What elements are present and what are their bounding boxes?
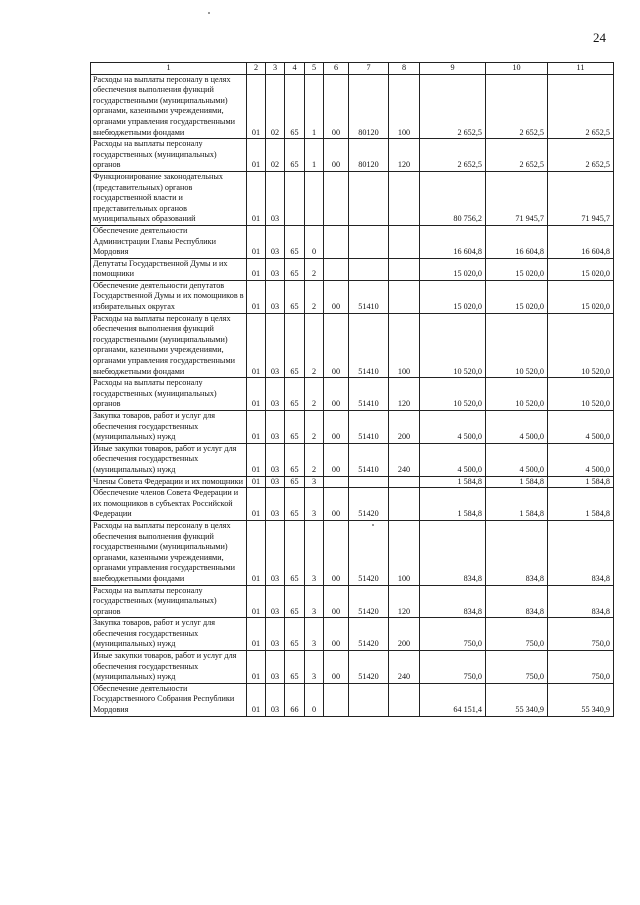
cell-expense-type: 120 — [389, 139, 420, 172]
cell-subsection: 03 — [266, 651, 285, 684]
cell-amount-3: 2 652,5 — [548, 74, 614, 139]
cell-subprogram: 3 — [305, 651, 324, 684]
cell-subprogram: 3 — [305, 618, 324, 651]
cell-main-activity: 00 — [324, 313, 349, 378]
cell-expense-type: 240 — [389, 443, 420, 476]
table-row — [91, 171, 614, 225]
cell-name: Закупка товаров, работ и услуг для обеспечения государственных (муниципальных) нужд — [91, 411, 247, 444]
cell-main-activity: 00 — [324, 74, 349, 139]
cell-amount-2: 4 500,0 — [486, 443, 548, 476]
cell-expense-type — [389, 280, 420, 313]
cell-subsection: 03 — [266, 488, 285, 521]
cell-amount-2: 1 584,8 — [486, 476, 548, 488]
scan-speck — [208, 12, 210, 14]
cell-direction: 51420 — [349, 585, 389, 618]
cell-direction — [349, 171, 389, 225]
cell-subprogram: 2 — [305, 258, 324, 280]
cell-amount-3: 4 500,0 — [548, 411, 614, 444]
header-col-6: 6 — [324, 63, 349, 75]
cell-section: 01 — [247, 585, 266, 618]
cell-amount-1: 4 500,0 — [420, 443, 486, 476]
table-row — [91, 476, 614, 488]
cell-direction — [349, 476, 389, 488]
cell-subprogram: 2 — [305, 378, 324, 411]
cell-amount-3: 16 604,8 — [548, 225, 614, 258]
cell-section: 01 — [247, 411, 266, 444]
table-row — [91, 520, 614, 585]
cell-main-activity: 00 — [324, 443, 349, 476]
cell-expense-type: 200 — [389, 411, 420, 444]
cell-subprogram: 3 — [305, 476, 324, 488]
cell-direction: 51410 — [349, 411, 389, 444]
table-body — [91, 74, 614, 716]
cell-subsection: 03 — [266, 171, 285, 225]
table-row — [91, 139, 614, 172]
cell-main-activity: 00 — [324, 585, 349, 618]
cell-amount-1: 10 520,0 — [420, 313, 486, 378]
cell-main-activity — [324, 225, 349, 258]
cell-amount-2: 16 604,8 — [486, 225, 548, 258]
cell-subprogram: 3 — [305, 520, 324, 585]
cell-expense-type: 100 — [389, 74, 420, 139]
cell-main-activity: 00 — [324, 280, 349, 313]
cell-main-activity: 00 — [324, 378, 349, 411]
header-col-1: 1 — [91, 63, 247, 75]
cell-direction: 51420 — [349, 520, 389, 585]
cell-name: Иные закупки товаров, работ и услуг для обеспечения государственных (муниципальных) нужд — [91, 651, 247, 684]
cell-amount-3: 15 020,0 — [548, 258, 614, 280]
header-col-3: 3 — [266, 63, 285, 75]
cell-subprogram — [305, 171, 324, 225]
cell-program: 65 — [285, 476, 305, 488]
cell-expense-type — [389, 683, 420, 716]
cell-section: 01 — [247, 443, 266, 476]
cell-subsection: 03 — [266, 378, 285, 411]
header-col-10: 10 — [486, 63, 548, 75]
table-row — [91, 280, 614, 313]
cell-program: 65 — [285, 520, 305, 585]
cell-expense-type — [389, 171, 420, 225]
cell-section: 01 — [247, 476, 266, 488]
header-col-7: 7 — [349, 63, 389, 75]
cell-subprogram: 0 — [305, 683, 324, 716]
cell-subprogram: 2 — [305, 280, 324, 313]
table-row — [91, 683, 614, 716]
cell-section: 01 — [247, 683, 266, 716]
cell-subsection: 03 — [266, 618, 285, 651]
cell-expense-type: 240 — [389, 651, 420, 684]
cell-amount-1: 2 652,5 — [420, 74, 486, 139]
cell-program: 65 — [285, 139, 305, 172]
cell-program: 66 — [285, 683, 305, 716]
header-col-9: 9 — [420, 63, 486, 75]
cell-main-activity — [324, 683, 349, 716]
cell-amount-1: 80 756,2 — [420, 171, 486, 225]
cell-amount-3: 71 945,7 — [548, 171, 614, 225]
cell-section: 01 — [247, 225, 266, 258]
cell-amount-3: 1 584,8 — [548, 476, 614, 488]
cell-amount-2: 10 520,0 — [486, 313, 548, 378]
cell-program: 65 — [285, 443, 305, 476]
cell-amount-3: 55 340,9 — [548, 683, 614, 716]
cell-expense-type — [389, 258, 420, 280]
page-number: 24 — [593, 30, 606, 45]
cell-section: 01 — [247, 139, 266, 172]
cell-direction: 80120 — [349, 139, 389, 172]
cell-program: 65 — [285, 313, 305, 378]
cell-main-activity: 00 — [324, 411, 349, 444]
cell-expense-type — [389, 476, 420, 488]
cell-name: Расходы на выплаты персоналу государственных (муниципальных) органов — [91, 585, 247, 618]
cell-amount-2: 1 584,8 — [486, 488, 548, 521]
cell-subsection: 03 — [266, 443, 285, 476]
cell-program: 65 — [285, 225, 305, 258]
cell-program: 65 — [285, 618, 305, 651]
cell-section: 01 — [247, 378, 266, 411]
cell-name: Члены Совета Федерации и их помощники — [91, 476, 247, 488]
cell-subsection: 02 — [266, 139, 285, 172]
cell-subprogram: 0 — [305, 225, 324, 258]
cell-direction: 80120 — [349, 74, 389, 139]
cell-program: 65 — [285, 258, 305, 280]
cell-amount-3: 2 652,5 — [548, 139, 614, 172]
cell-amount-1: 15 020,0 — [420, 280, 486, 313]
cell-section: 01 — [247, 280, 266, 313]
cell-main-activity: 00 — [324, 651, 349, 684]
cell-expense-type: 120 — [389, 378, 420, 411]
cell-amount-2: 10 520,0 — [486, 378, 548, 411]
header-col-4: 4 — [285, 63, 305, 75]
cell-name: Обеспечение деятельности Администрации Главы Республики Мордовия — [91, 225, 247, 258]
cell-amount-1: 1 584,8 — [420, 476, 486, 488]
cell-direction: 51410 — [349, 313, 389, 378]
cell-subsection: 03 — [266, 313, 285, 378]
table-row — [91, 651, 614, 684]
cell-amount-1: 750,0 — [420, 651, 486, 684]
table-row — [91, 258, 614, 280]
cell-section: 01 — [247, 258, 266, 280]
cell-direction: 51420 — [349, 651, 389, 684]
cell-program: 65 — [285, 378, 305, 411]
cell-name: Депутаты Государственной Думы и их помощники — [91, 258, 247, 280]
cell-subsection: 03 — [266, 520, 285, 585]
cell-amount-1: 750,0 — [420, 618, 486, 651]
header-col-5: 5 — [305, 63, 324, 75]
cell-amount-3: 15 020,0 — [548, 280, 614, 313]
cell-expense-type: 100 — [389, 313, 420, 378]
table-row — [91, 443, 614, 476]
cell-direction: 51410 — [349, 378, 389, 411]
cell-direction — [349, 683, 389, 716]
cell-subsection: 03 — [266, 476, 285, 488]
cell-amount-2: 750,0 — [486, 651, 548, 684]
cell-name: Расходы на выплаты персоналу в целях обеспечения выполнения функций государственными (муниципальными) органами, казенными учреждениями, органами управления государственными внебюджетными фондами — [91, 520, 247, 585]
cell-amount-2: 55 340,9 — [486, 683, 548, 716]
cell-section: 01 — [247, 618, 266, 651]
cell-program: 65 — [285, 488, 305, 521]
cell-expense-type: 120 — [389, 585, 420, 618]
table-row — [91, 618, 614, 651]
cell-amount-2: 71 945,7 — [486, 171, 548, 225]
cell-name: Обеспечение деятельности Государственного Собрания Республики Мордовия — [91, 683, 247, 716]
cell-expense-type: 200 — [389, 618, 420, 651]
cell-expense-type — [389, 225, 420, 258]
cell-program: 65 — [285, 651, 305, 684]
cell-direction: 51410 — [349, 280, 389, 313]
cell-program: 65 — [285, 411, 305, 444]
cell-subsection: 02 — [266, 74, 285, 139]
cell-subsection: 03 — [266, 280, 285, 313]
cell-name: Расходы на выплаты персоналу государственных (муниципальных) органов — [91, 378, 247, 411]
cell-main-activity: 00 — [324, 488, 349, 521]
cell-subprogram: 1 — [305, 74, 324, 139]
table-row — [91, 378, 614, 411]
table-header-row — [91, 63, 614, 75]
cell-name: Расходы на выплаты персоналу в целях обеспечения выполнения функций государственными (муниципальными) органами, казенными учреждениями, органами управления государственными внебюджетными фондами — [91, 74, 247, 139]
cell-amount-1: 2 652,5 — [420, 139, 486, 172]
cell-direction — [349, 258, 389, 280]
cell-amount-1: 834,8 — [420, 520, 486, 585]
cell-name: Расходы на выплаты персоналу в целях обеспечения выполнения функций государственными (муниципальными) органами, казенными учреждениями, органами управления государственными внебюджетными фондами — [91, 313, 247, 378]
cell-amount-3: 10 520,0 — [548, 313, 614, 378]
cell-section: 01 — [247, 520, 266, 585]
cell-name: Обеспечение деятельности депутатов Государственной Думы и их помощников в избирательных округах — [91, 280, 247, 313]
cell-subprogram: 2 — [305, 313, 324, 378]
cell-amount-1: 10 520,0 — [420, 378, 486, 411]
cell-amount-2: 750,0 — [486, 618, 548, 651]
cell-subsection: 03 — [266, 258, 285, 280]
cell-name: Расходы на выплаты персоналу государственных (муниципальных) органов — [91, 139, 247, 172]
cell-subprogram: 2 — [305, 443, 324, 476]
cell-direction: 51420 — [349, 618, 389, 651]
header-col-8: 8 — [389, 63, 420, 75]
cell-amount-3: 10 520,0 — [548, 378, 614, 411]
cell-program: 65 — [285, 585, 305, 618]
cell-main-activity: 00 — [324, 520, 349, 585]
table-row — [91, 225, 614, 258]
cell-amount-1: 15 020,0 — [420, 258, 486, 280]
cell-amount-1: 64 151,4 — [420, 683, 486, 716]
table-row — [91, 313, 614, 378]
cell-direction: 51420 — [349, 488, 389, 521]
cell-main-activity: 00 — [324, 618, 349, 651]
cell-program: 65 — [285, 74, 305, 139]
cell-amount-2: 834,8 — [486, 585, 548, 618]
cell-amount-3: 834,8 — [548, 585, 614, 618]
table-row — [91, 411, 614, 444]
cell-amount-2: 2 652,5 — [486, 74, 548, 139]
cell-amount-1: 16 604,8 — [420, 225, 486, 258]
cell-amount-3: 750,0 — [548, 618, 614, 651]
cell-subprogram: 3 — [305, 585, 324, 618]
cell-expense-type: 100 — [389, 520, 420, 585]
cell-main-activity — [324, 258, 349, 280]
cell-program — [285, 171, 305, 225]
cell-subprogram: 1 — [305, 139, 324, 172]
cell-expense-type — [389, 488, 420, 521]
cell-name: Закупка товаров, работ и услуг для обеспечения государственных (муниципальных) нужд — [91, 618, 247, 651]
table-row — [91, 74, 614, 139]
cell-section: 01 — [247, 651, 266, 684]
cell-amount-3: 750,0 — [548, 651, 614, 684]
cell-main-activity — [324, 171, 349, 225]
cell-amount-2: 15 020,0 — [486, 258, 548, 280]
cell-subsection: 03 — [266, 585, 285, 618]
cell-section: 01 — [247, 313, 266, 378]
cell-amount-1: 1 584,8 — [420, 488, 486, 521]
scan-speck — [372, 524, 374, 526]
cell-direction — [349, 225, 389, 258]
cell-amount-3: 1 584,8 — [548, 488, 614, 521]
cell-subprogram: 3 — [305, 488, 324, 521]
cell-name: Обеспечение членов Совета Федерации и их помощников в субъектах Российской Федерации — [91, 488, 247, 521]
cell-amount-1: 834,8 — [420, 585, 486, 618]
cell-subsection: 03 — [266, 683, 285, 716]
header-col-11: 11 — [548, 63, 614, 75]
cell-subsection: 03 — [266, 225, 285, 258]
cell-section: 01 — [247, 488, 266, 521]
cell-name: Иные закупки товаров, работ и услуг для обеспечения государственных (муниципальных) нужд — [91, 443, 247, 476]
cell-direction: 51410 — [349, 443, 389, 476]
table-row — [91, 585, 614, 618]
header-col-2: 2 — [247, 63, 266, 75]
cell-amount-3: 4 500,0 — [548, 443, 614, 476]
cell-main-activity: 00 — [324, 139, 349, 172]
cell-main-activity — [324, 476, 349, 488]
cell-amount-2: 834,8 — [486, 520, 548, 585]
cell-name: Функционирование законодательных (представительных) органов государственной власти и представительных органов муниципальных образований — [91, 171, 247, 225]
cell-amount-3: 834,8 — [548, 520, 614, 585]
cell-amount-2: 2 652,5 — [486, 139, 548, 172]
table-row — [91, 488, 614, 521]
cell-amount-1: 4 500,0 — [420, 411, 486, 444]
cell-amount-2: 15 020,0 — [486, 280, 548, 313]
cell-subprogram: 2 — [305, 411, 324, 444]
budget-table — [90, 62, 614, 717]
cell-amount-2: 4 500,0 — [486, 411, 548, 444]
cell-section: 01 — [247, 171, 266, 225]
cell-section: 01 — [247, 74, 266, 139]
cell-subsection: 03 — [266, 411, 285, 444]
cell-program: 65 — [285, 280, 305, 313]
